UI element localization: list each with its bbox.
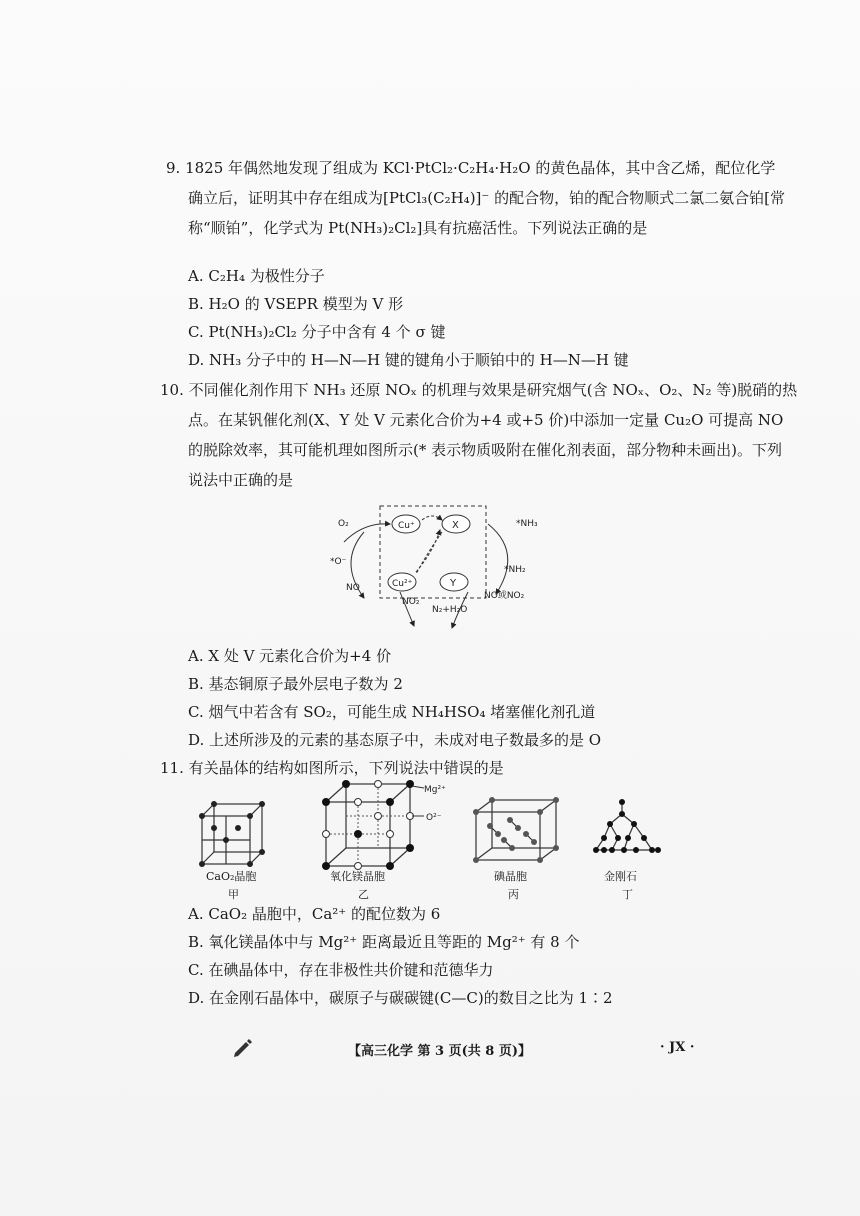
cu-plus-label: Cu⁺ (398, 521, 415, 531)
iodine-caption: 碘晶胞 (494, 870, 527, 883)
nh3-label: *NH₃ (516, 519, 538, 529)
cycle-arrow-left (416, 530, 440, 572)
q10-option-d: D. 上述所涉及的元素的基态原子中，未成对电子数最多的是 O (188, 731, 602, 749)
right-arc (488, 524, 508, 594)
q11-option-b: B. 氧化镁晶体中与 Mg²⁺ 距离最近且等距的 Mg²⁺ 有 8 个 (188, 933, 580, 951)
page-footer: 【高三化学 第 3 页(共 8 页)】 (348, 1044, 532, 1059)
q11-option-d: D. 在金刚石晶体中，碳原子与碳碳键(C—C)的数目之比为 1∶2 (188, 989, 613, 1007)
q11-option-a: A. CaO₂ 晶胞中，Ca²⁺ 的配位数为 6 (188, 905, 441, 923)
mgo-caption: 氧化镁晶胞 (330, 870, 385, 883)
iodine-unit-cell-figure (470, 796, 562, 864)
diamond-structure-figure (592, 796, 664, 860)
q9-option-c: C. Pt(NH₃)₂Cl₂ 分子中含有 4 个 σ 键 (188, 323, 446, 341)
mgo-unit-cell-figure (320, 780, 450, 870)
q9-stem-line2: 确立后，证明其中存在组成为[PtCl₃(C₂H₄)]⁻ 的配合物，铂的配合物顺式二氯二氨合铂[常 (188, 189, 785, 207)
q10-stem-line1: 10. 不同催化剂作用下 NH₃ 还原 NOₓ 的机理与效果是研究烟气(含 NOₓ、O₂、N₂ 等)脱硝的热 (160, 381, 798, 399)
footer-code: · JX · (660, 1040, 695, 1055)
figure-ding-label: 丁 (622, 888, 633, 901)
figure-yi-label: 乙 (358, 888, 369, 901)
q9-stem-line3: 称“顺铂”，化学式为 Pt(NH₃)₂Cl₂]具有抗癌活性。下列说法正确的是 (188, 219, 648, 237)
no-or-no2-label: NO或NO₂ (484, 591, 525, 601)
q9-option-a: A. C₂H₄ 为极性分子 (188, 267, 325, 285)
q10-option-a: A. X 处 V 元素化合价为+4 价 (188, 647, 392, 665)
q11-option-c: C. 在碘晶体中，存在非极性共价键和范德华力 (188, 961, 494, 979)
cu2-label: Cu²⁺ (392, 579, 413, 589)
cao2-unit-cell-figure (196, 798, 270, 868)
left-arc-in (344, 524, 390, 542)
q9-option-b: B. H₂O 的 VSEPR 模型为 V 形 (188, 295, 404, 313)
figure-bing-label: 丙 (508, 888, 519, 901)
no-label: NO (346, 583, 360, 593)
no2-label: NO₂ (402, 597, 420, 607)
q9-stem-line1: 9. 1825 年偶然地发现了组成为 KCl·PtCl₂·C₂H₄·H₂O 的黄色晶体，其中含乙烯，配位化学 (166, 159, 776, 177)
cycle-arrow-right (416, 532, 442, 574)
pencil-icon (232, 1036, 254, 1058)
o-ion-label: O²⁻ (426, 813, 442, 823)
diamond-caption: 金刚石 (604, 870, 637, 883)
mg-ion-label: Mg²⁺ (424, 785, 446, 795)
cycle-arrow-top (422, 516, 442, 520)
q10-option-c: C. 烟气中若含有 SO₂，可能生成 NH₄HSO₄ 堵塞催化剂孔道 (188, 703, 596, 721)
y-label: Y (450, 578, 457, 589)
o-minus-label: *O⁻ (330, 557, 347, 567)
q10-option-b: B. 基态铜原子最外层电子数为 2 (188, 675, 403, 693)
q10-stem-line4: 说法中正确的是 (188, 471, 294, 489)
o2-label: O₂ (338, 519, 349, 529)
figure-jia-label: 甲 (228, 888, 239, 901)
q10-stem-line3: 的脱除效率，其可能机理如图所示(* 表示物质吸附在催化剂表面，部分物种未画出)。下列 (188, 441, 782, 459)
n2-h2o-label: N₂+H₂O (432, 605, 468, 615)
cao2-caption: CaO₂晶胞 (206, 870, 257, 883)
x-label: X (452, 520, 459, 531)
q10-stem-line2: 点。在某钒催化剂(X、Y 处 V 元素化合价为+4 或+5 价)中添加一定量 Cu₂O 可提高 NO (188, 411, 784, 429)
q9-option-d: D. NH₃ 分子中的 H—N—H 键的键角小于顺铂中的 H—N—H 键 (188, 351, 629, 369)
q11-stem: 11. 有关晶体的结构如图所示，下列说法中错误的是 (160, 759, 504, 777)
nh2-label: *NH₂ (504, 565, 526, 575)
